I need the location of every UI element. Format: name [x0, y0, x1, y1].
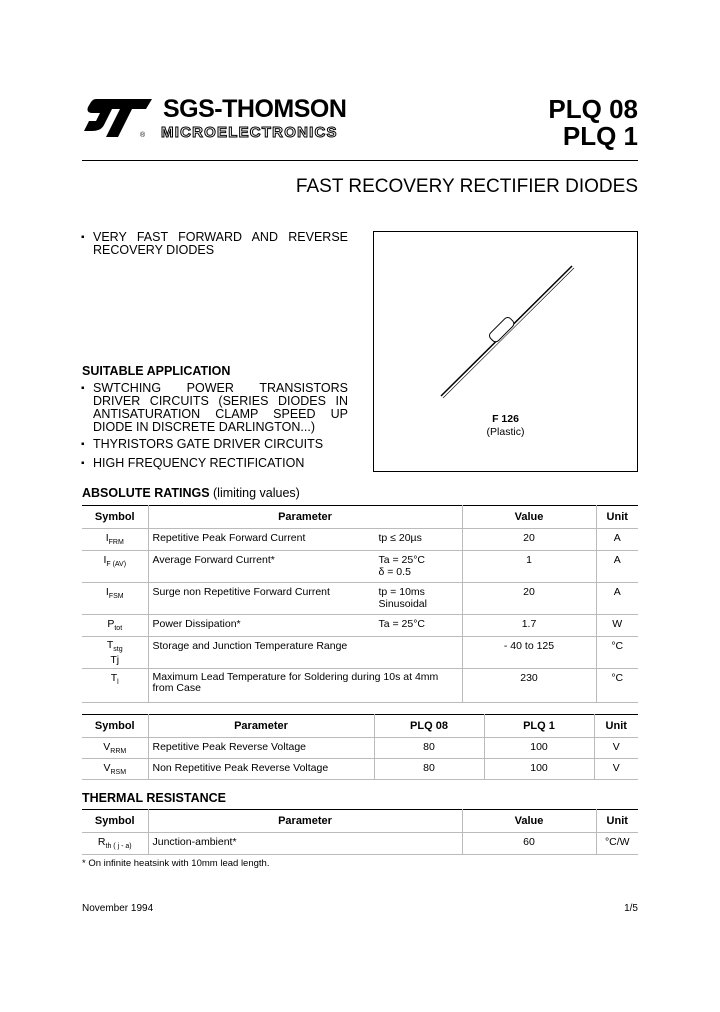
table-row [82, 833, 638, 855]
symbol-sub: RSM [110, 769, 127, 777]
symbol-sub: RRM [110, 748, 127, 756]
brand-name: SGS-THOMSON [163, 95, 347, 123]
parameter: Repetitive Peak Forward Current [152, 532, 306, 544]
unit: °C/W [596, 833, 638, 855]
condition-2: δ = 0.5 [378, 566, 411, 578]
application-item-2: ▪ THYRISTORS GATE DRIVER CIRCUITS [93, 438, 348, 451]
table-row [82, 615, 638, 637]
unit: °C [596, 669, 638, 703]
parameter: Average Forward Current* [152, 554, 275, 566]
unit: V [594, 738, 638, 759]
feature-bullet: ▪ VERY FAST FORWARD AND REVERSE RECOVERY DIODES [93, 231, 348, 257]
parameter: Maximum Lead Temperature for Soldering during 10s at 4mm from Case [148, 669, 462, 703]
col-symbol: Symbol [94, 720, 135, 732]
symbol: I [105, 586, 109, 598]
page-number: 1/5 [624, 903, 638, 914]
unit: W [596, 615, 638, 637]
symbol-sub: FSM [108, 593, 124, 601]
footnote: * On infinite heatsink with 10mm lead length. [82, 858, 270, 869]
footer-date: November 1994 [82, 903, 154, 914]
symbol-sub: FRM [108, 539, 124, 547]
symbol: T [110, 672, 118, 685]
parameter: Junction-ambient* [148, 833, 462, 855]
symbol: V [103, 741, 111, 753]
unit: A [596, 583, 638, 615]
unit: A [596, 551, 638, 583]
value-plq1: 100 [484, 738, 594, 759]
voltage-ratings-table [82, 714, 638, 780]
application-item-1: ▪ SWTCHING POWER TRANSISTORS DRIVER CIRCUITS (SERIES DIODES IN ANTISATURATION CLAMP SPEED UP DIODE IN DISCRETE DARLINGTON...) [93, 382, 348, 434]
parameter: Repetitive Peak Reverse Voltage [148, 738, 374, 759]
unit: °C [596, 637, 638, 669]
value: 1.7 [462, 615, 596, 637]
table-row [82, 637, 638, 669]
value-plq08: 80 [374, 738, 484, 759]
table-header-row [82, 715, 638, 738]
part-number-1: PLQ 08 [548, 94, 638, 124]
col-symbol: Symbol [94, 815, 135, 827]
absolute-ratings-table [82, 505, 638, 703]
ratings-heading-bold: ABSOLUTE RATINGS [82, 486, 210, 500]
symbol: I [105, 532, 109, 544]
unit: V [594, 759, 638, 780]
symbol: V [103, 762, 111, 775]
symbol-sub: l [117, 679, 119, 687]
brand-subtitle: MICROELECTRONICS [161, 124, 338, 141]
col-parameter: Parameter [148, 810, 462, 833]
col-unit: Unit [594, 715, 638, 738]
value-plq08: 80 [374, 759, 484, 780]
value: - 40 to 125 [462, 637, 596, 669]
symbol: P [107, 618, 115, 630]
col-unit: Unit [596, 810, 638, 833]
symbol: I [103, 554, 107, 566]
parameter: Storage and Junction Temperature Range [148, 637, 462, 669]
condition-2: Sinusoidal [378, 598, 427, 610]
col-parameter: Parameter [148, 715, 374, 738]
condition: tp ≤ 20µs [378, 532, 422, 544]
thermal-resistance-table [82, 809, 638, 855]
symbol-sub: th ( j - a) [105, 843, 132, 851]
symbol-sub: F (AV) [106, 561, 127, 569]
condition: Ta = 25°C [378, 554, 426, 566]
table-row [82, 529, 638, 551]
symbol-sub: stg [113, 646, 123, 654]
unit: A [596, 529, 638, 551]
parameter: Non Repetitive Peak Reverse Voltage [148, 759, 374, 780]
col-parameter: Parameter [148, 506, 462, 529]
package-type: (Plastic) [486, 426, 525, 438]
ratings-heading-note: (limiting values) [209, 486, 300, 500]
symbol-2: Tj [110, 654, 120, 667]
col-plq1: PLQ 1 [484, 715, 594, 738]
page-title: FAST RECOVERY RECTIFIER DIODES [295, 176, 638, 197]
svg-text:®: ® [140, 132, 146, 139]
col-unit: Unit [596, 506, 638, 529]
table-header-row [82, 810, 638, 833]
value: 20 [462, 529, 596, 551]
table-row [82, 583, 638, 615]
condition: tp = 10ms [378, 586, 425, 598]
col-value: Value [462, 810, 596, 833]
col-value: Value [462, 506, 596, 529]
table-row [82, 759, 638, 780]
part-number-2: PLQ 1 [562, 121, 638, 151]
header-divider [82, 160, 638, 161]
table-row [82, 551, 638, 583]
value: 230 [462, 669, 596, 703]
col-symbol: Symbol [94, 511, 135, 523]
application-heading: SUITABLE APPLICATION [82, 364, 231, 378]
condition: Ta = 25°C [378, 618, 426, 630]
table-header-row [82, 506, 638, 529]
symbol-sub: tot [114, 625, 123, 633]
application-item-3: ▪ HIGH FREQUENCY RECTIFICATION [93, 457, 348, 470]
package-box [373, 231, 638, 472]
table-row [82, 669, 638, 703]
package-name: F 126 [492, 413, 519, 425]
parameter: Power Dissipation* [152, 618, 241, 630]
value: 60 [462, 833, 596, 855]
st-logo-icon [82, 97, 154, 139]
value-plq1: 100 [484, 759, 594, 780]
ratings-heading [82, 486, 300, 500]
col-plq08: PLQ 08 [374, 715, 484, 738]
value: 1 [462, 551, 596, 583]
thermal-heading: THERMAL RESISTANCE [82, 791, 226, 805]
symbol: R [97, 836, 106, 848]
value: 20 [462, 583, 596, 615]
parameter: Surge non Repetitive Forward Current [152, 586, 330, 598]
symbol: T [106, 639, 114, 651]
table-row [82, 738, 638, 759]
